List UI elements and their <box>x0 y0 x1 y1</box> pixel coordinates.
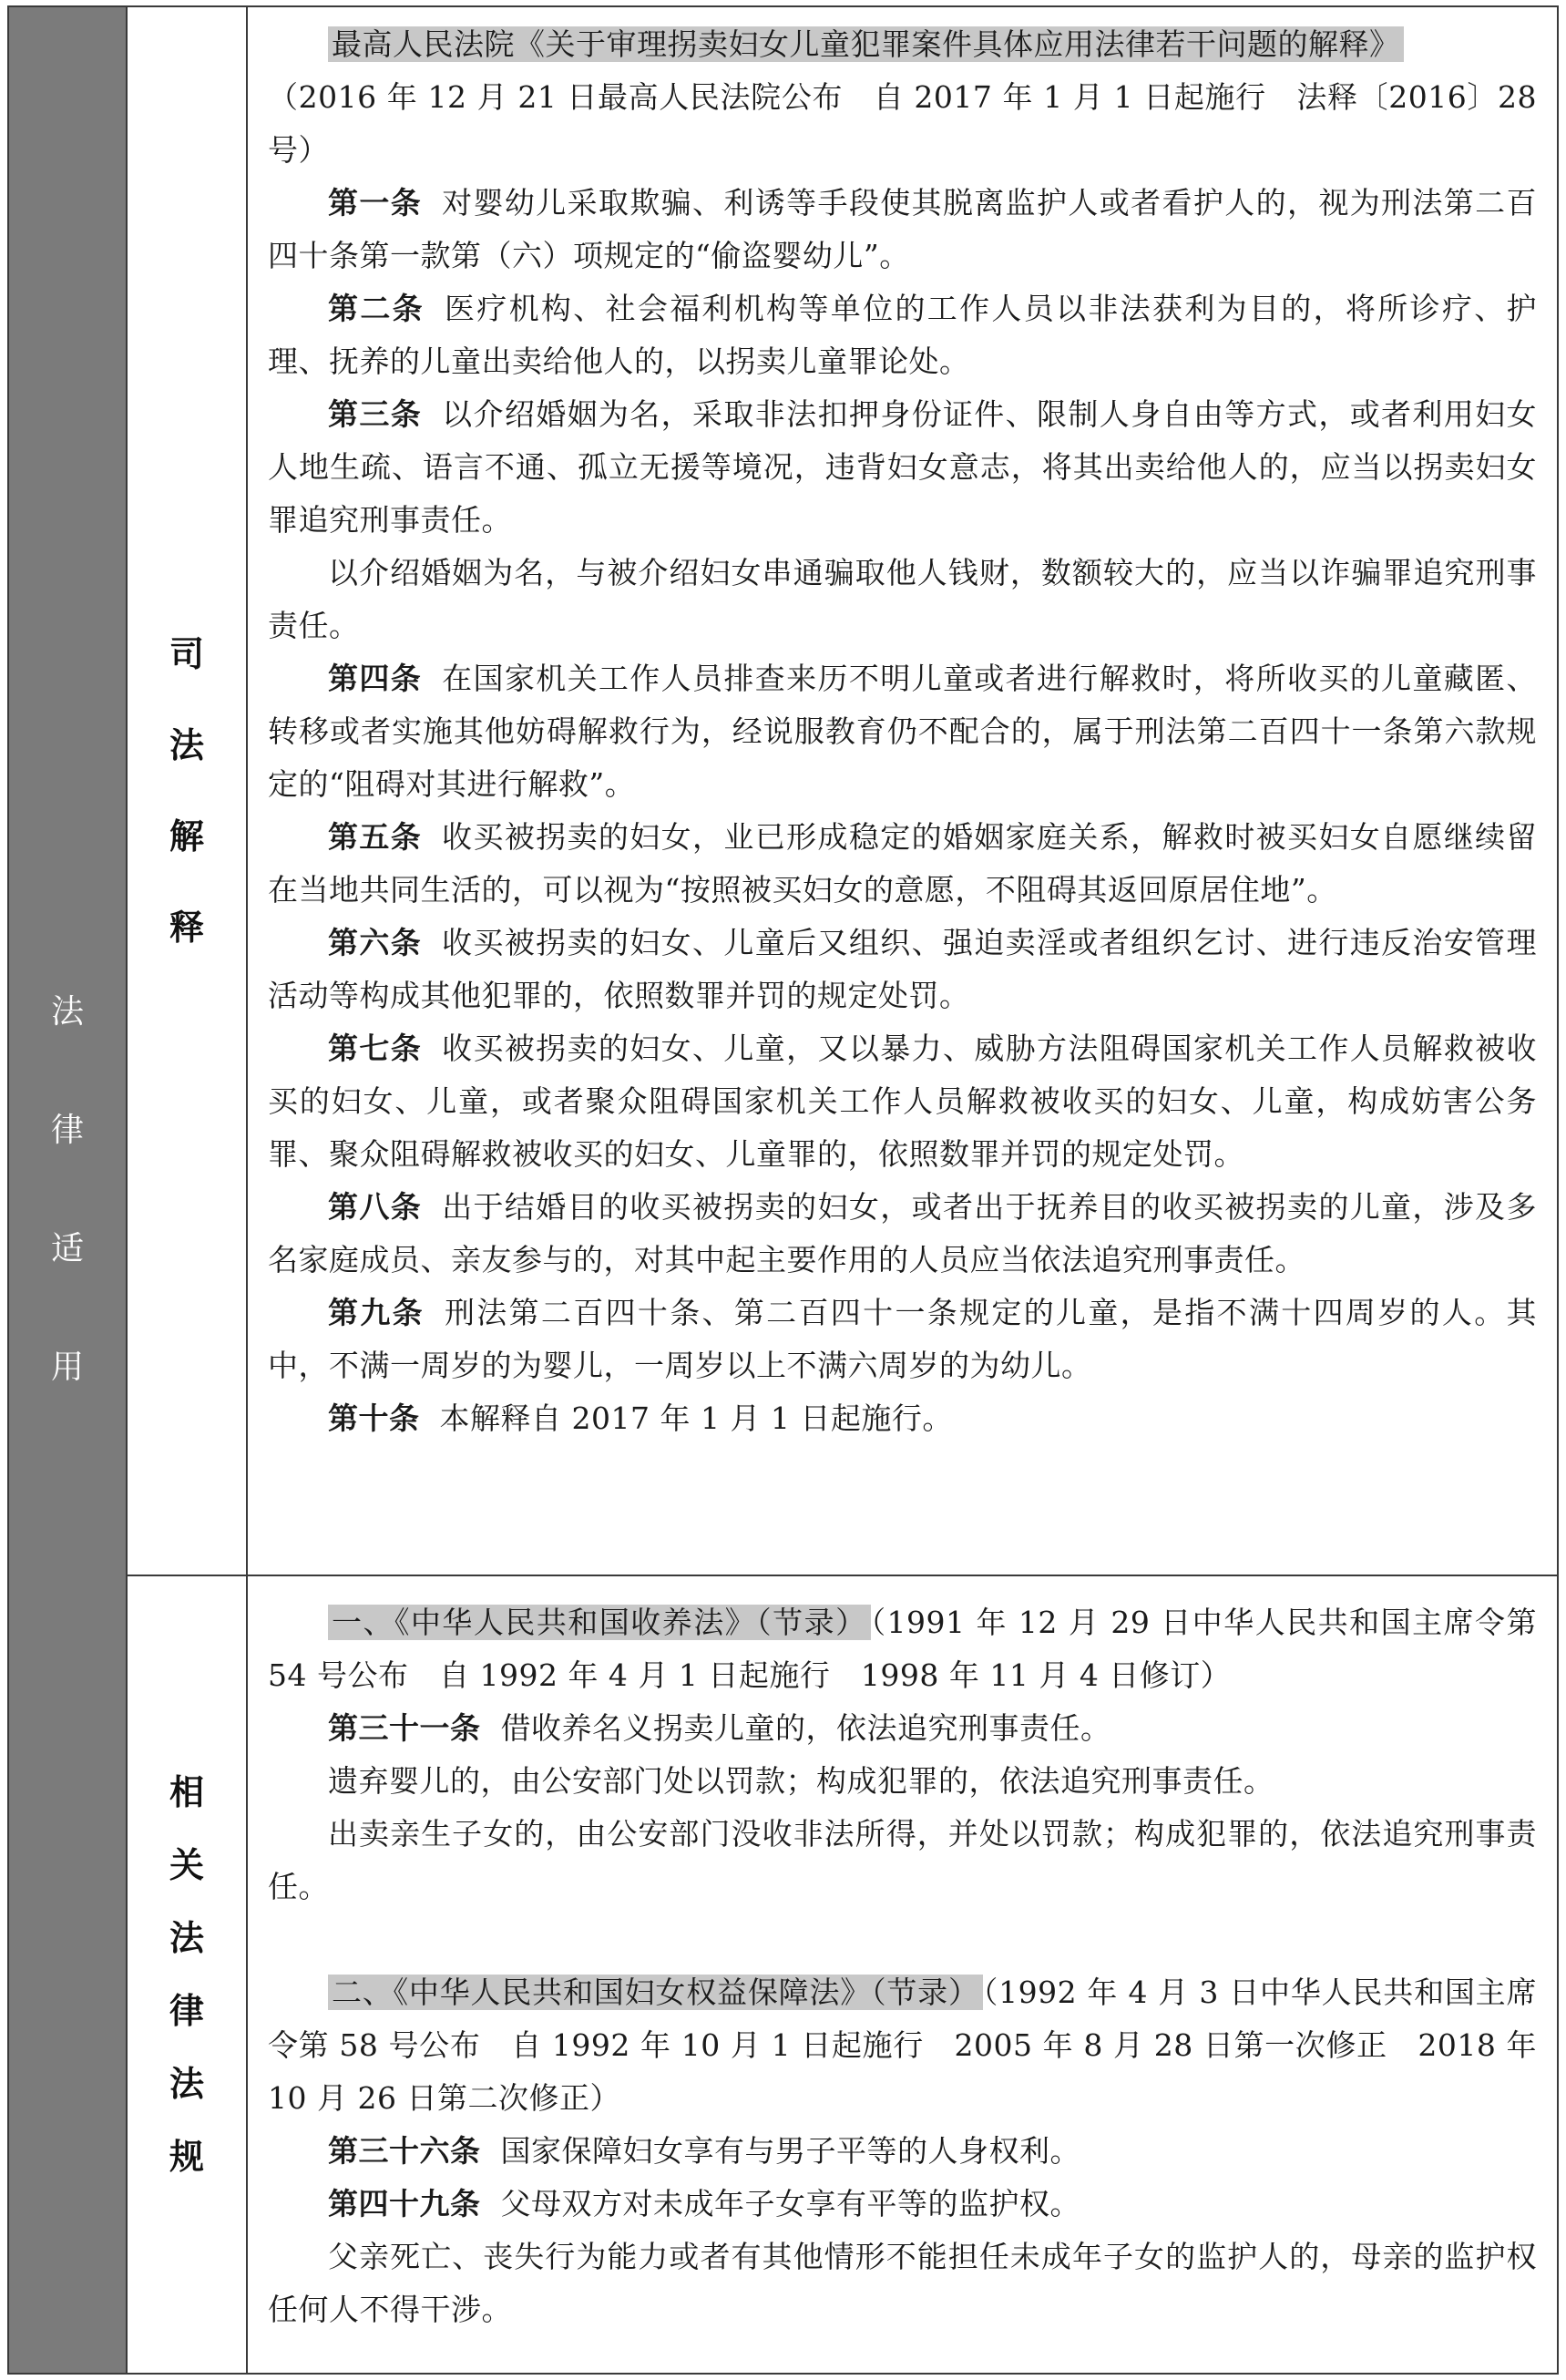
main-category-char: 律 <box>50 1112 84 1149</box>
article-text: 父母双方对未成年子女享有平等的监护权。 <box>500 2186 1080 2221</box>
section-label-char: 法 <box>169 1918 204 1958</box>
section-label-char: 释 <box>169 908 204 948</box>
section-label-char: 解 <box>169 816 204 857</box>
law-heading <box>268 1966 1537 2125</box>
article-text: 借收养名义拐卖儿童的，依法追究刑事责任。 <box>500 1710 1111 1746</box>
article-number: 第二条 <box>328 291 425 326</box>
article-text: 对婴幼儿采取欺骗、利诱等手段使其脱离监护人或者看护人的，视为刑法第二百四十条第一款第（六）项规定的“偷盗婴幼儿”。 <box>268 185 1538 273</box>
article-text: 父亲死亡、丧失行为能力或者有其他情形不能担任未成年子女的监护人的，母亲的监护权任何人不得干涉。 <box>268 2239 1537 2327</box>
article-text: 收买被拐卖的妇女，业已形成稳定的婚姻家庭关系，解救时被买妇女自愿继续留在当地共同生活的，可以视为“按照被买妇女的意愿，不阻碍其返回原居住地”。 <box>268 819 1538 908</box>
article-text: 以介绍婚姻为名，采取非法扣押身份证件、限制人身自由等方式，或者利用妇女人地生疏、语言不通、孤立无援等境况，违背妇女意志，将其出卖给他人的，应当以拐卖妇女罪追究刑事责任。 <box>268 396 1538 538</box>
article-paragraph <box>268 388 1537 547</box>
interpretation-title: 最高人民法院《关于审理拐卖妇女儿童犯罪案件具体应用法律若干问题的解释》 <box>328 26 1404 62</box>
article-number: 第六条 <box>328 925 423 960</box>
law-title: 一、《中华人民共和国收养法》（节录） <box>328 1605 871 1640</box>
article-number: 第三十六条 <box>328 2133 481 2169</box>
article-number: 第八条 <box>328 1189 423 1225</box>
article-paragraph <box>268 1287 1537 1392</box>
section-label-char: 关 <box>169 1845 204 1885</box>
article-number: 第三十一条 <box>328 1710 481 1746</box>
section-label-char: 司 <box>169 634 204 674</box>
article-number: 第一条 <box>328 185 423 221</box>
article-text: 出于结婚目的收买被拐卖的妇女，或者出于抚养目的收买被拐卖的儿童，涉及多名家庭成员、亲友参与的，对其中起主要作用的人员应当依法追究刑事责任。 <box>268 1189 1538 1277</box>
law-note: （1991 年 12 月 29 日中华人民共和国主席令第 54 号公布 自 1992 年 4 月 1 日起施行 1998 年 11 月 4 日修订） <box>268 1605 1538 1693</box>
article-text: 本解释自 2017 年 1 月 1 日起施行。 <box>439 1400 953 1436</box>
section-label-char: 法 <box>169 725 204 765</box>
article-paragraph <box>268 2178 1537 2231</box>
article-text: 收买被拐卖的妇女、儿童后又组织、强迫卖淫或者组织乞讨、进行违反治安管理活动等构成其他犯罪的，依照数罪并罚的规定处罚。 <box>268 925 1538 1013</box>
article-text: 刑法第二百四十条、第二百四十一条规定的儿童，是指不满十四周岁的人。其中，不满一周岁的为婴儿，一周岁以上不满六周岁的为幼儿。 <box>268 1295 1538 1383</box>
article-text: 医疗机构、社会福利机构等单位的工作人员以非法获利为目的，将所诊疗、护理、抚养的儿童出卖给他人的，以拐卖儿童罪论处。 <box>268 291 1538 379</box>
main-category-column <box>9 7 128 2373</box>
article-paragraph <box>268 547 1537 652</box>
section-label-char: 律 <box>169 1991 204 2031</box>
article-paragraph <box>268 917 1537 1022</box>
article-number: 第九条 <box>328 1295 425 1330</box>
main-category-char: 用 <box>50 1349 84 1386</box>
article-number: 第四十九条 <box>328 2186 481 2221</box>
article-paragraph <box>268 1392 1537 1445</box>
article-text: 遗弃婴儿的，由公安部门处以罚款；构成犯罪的，依法追究刑事责任。 <box>328 1763 1274 1799</box>
article-number: 第四条 <box>328 661 423 696</box>
law-application-table <box>7 5 1559 2375</box>
main-category-char: 法 <box>50 993 84 1031</box>
article-paragraph <box>268 652 1537 811</box>
section-label-char: 规 <box>169 2137 204 2177</box>
article-number: 第五条 <box>328 819 423 855</box>
section-label-char: 法 <box>169 2064 204 2104</box>
article-paragraph <box>268 2231 1537 2336</box>
article-text: 收买被拐卖的妇女、儿童，又以暴力、威胁方法阻碍国家机关工作人员解救被收买的妇女、儿童，或者聚众阻碍国家机关工作人员解救被收买的妇女、儿童，构成妨害公务罪、聚众阻碍解救被收买的妇女、儿童罪的，依照数罪并罚的规定处罚。 <box>268 1031 1538 1172</box>
interpretation-source-note: （2016 年 12 月 21 日最高人民法院公布 自 2017 年 1 月 1 日起施行 法释〔2016〕28 号） <box>268 79 1537 168</box>
related-laws-content <box>248 1576 1557 2373</box>
article-paragraph <box>268 1181 1537 1287</box>
article-number: 第七条 <box>328 1031 423 1066</box>
main-category-char: 适 <box>50 1230 84 1267</box>
judicial-interpretation-label <box>128 7 248 1576</box>
article-paragraph <box>268 1808 1537 1913</box>
law-title: 二、《中华人民共和国妇女权益保障法》（节录） <box>328 1975 983 2010</box>
article-text: 国家保障妇女享有与男子平等的人身权利。 <box>500 2133 1080 2169</box>
article-paragraph <box>268 1022 1537 1181</box>
article-paragraph <box>268 811 1537 917</box>
article-number: 第十条 <box>328 1400 420 1436</box>
article-paragraph <box>268 2125 1537 2178</box>
related-laws-label <box>128 1576 248 2373</box>
article-text: 在国家机关工作人员排查来历不明儿童或者进行解救时，将所收买的儿童藏匿、转移或者实施其他妨碍解救行为，经说服教育仍不配合的，属于刑法第二百四十一条第六款规定的“阻碍对其进行解救”。 <box>268 661 1538 802</box>
article-paragraph <box>268 1702 1537 1755</box>
law-heading <box>268 1596 1537 1702</box>
law-note: （1992 年 4 月 3 日中华人民共和国主席令第 58 号公布 自 1992 年 10 月 1 日起施行 2005 年 8 月 28 日第一次修正 2018 年 10 月 26 日第二次修正） <box>268 1975 1537 2116</box>
article-paragraph <box>268 1755 1537 1808</box>
article-text: 以介绍婚姻为名，与被介绍妇女串通骗取他人钱财，数额较大的，应当以诈骗罪追究刑事责任。 <box>268 555 1537 643</box>
article-paragraph <box>268 282 1537 388</box>
section-spacer <box>268 1913 1537 1966</box>
interpretation-title-line <box>268 18 1537 71</box>
judicial-interpretation-content <box>248 7 1557 1576</box>
article-number: 第三条 <box>328 396 423 432</box>
article-text: 出卖亲生子女的，由公安部门没收非法所得，并处以罚款；构成犯罪的，依法追究刑事责任。 <box>268 1816 1537 1904</box>
section-label-char: 相 <box>169 1772 204 1812</box>
article-paragraph <box>268 177 1537 282</box>
